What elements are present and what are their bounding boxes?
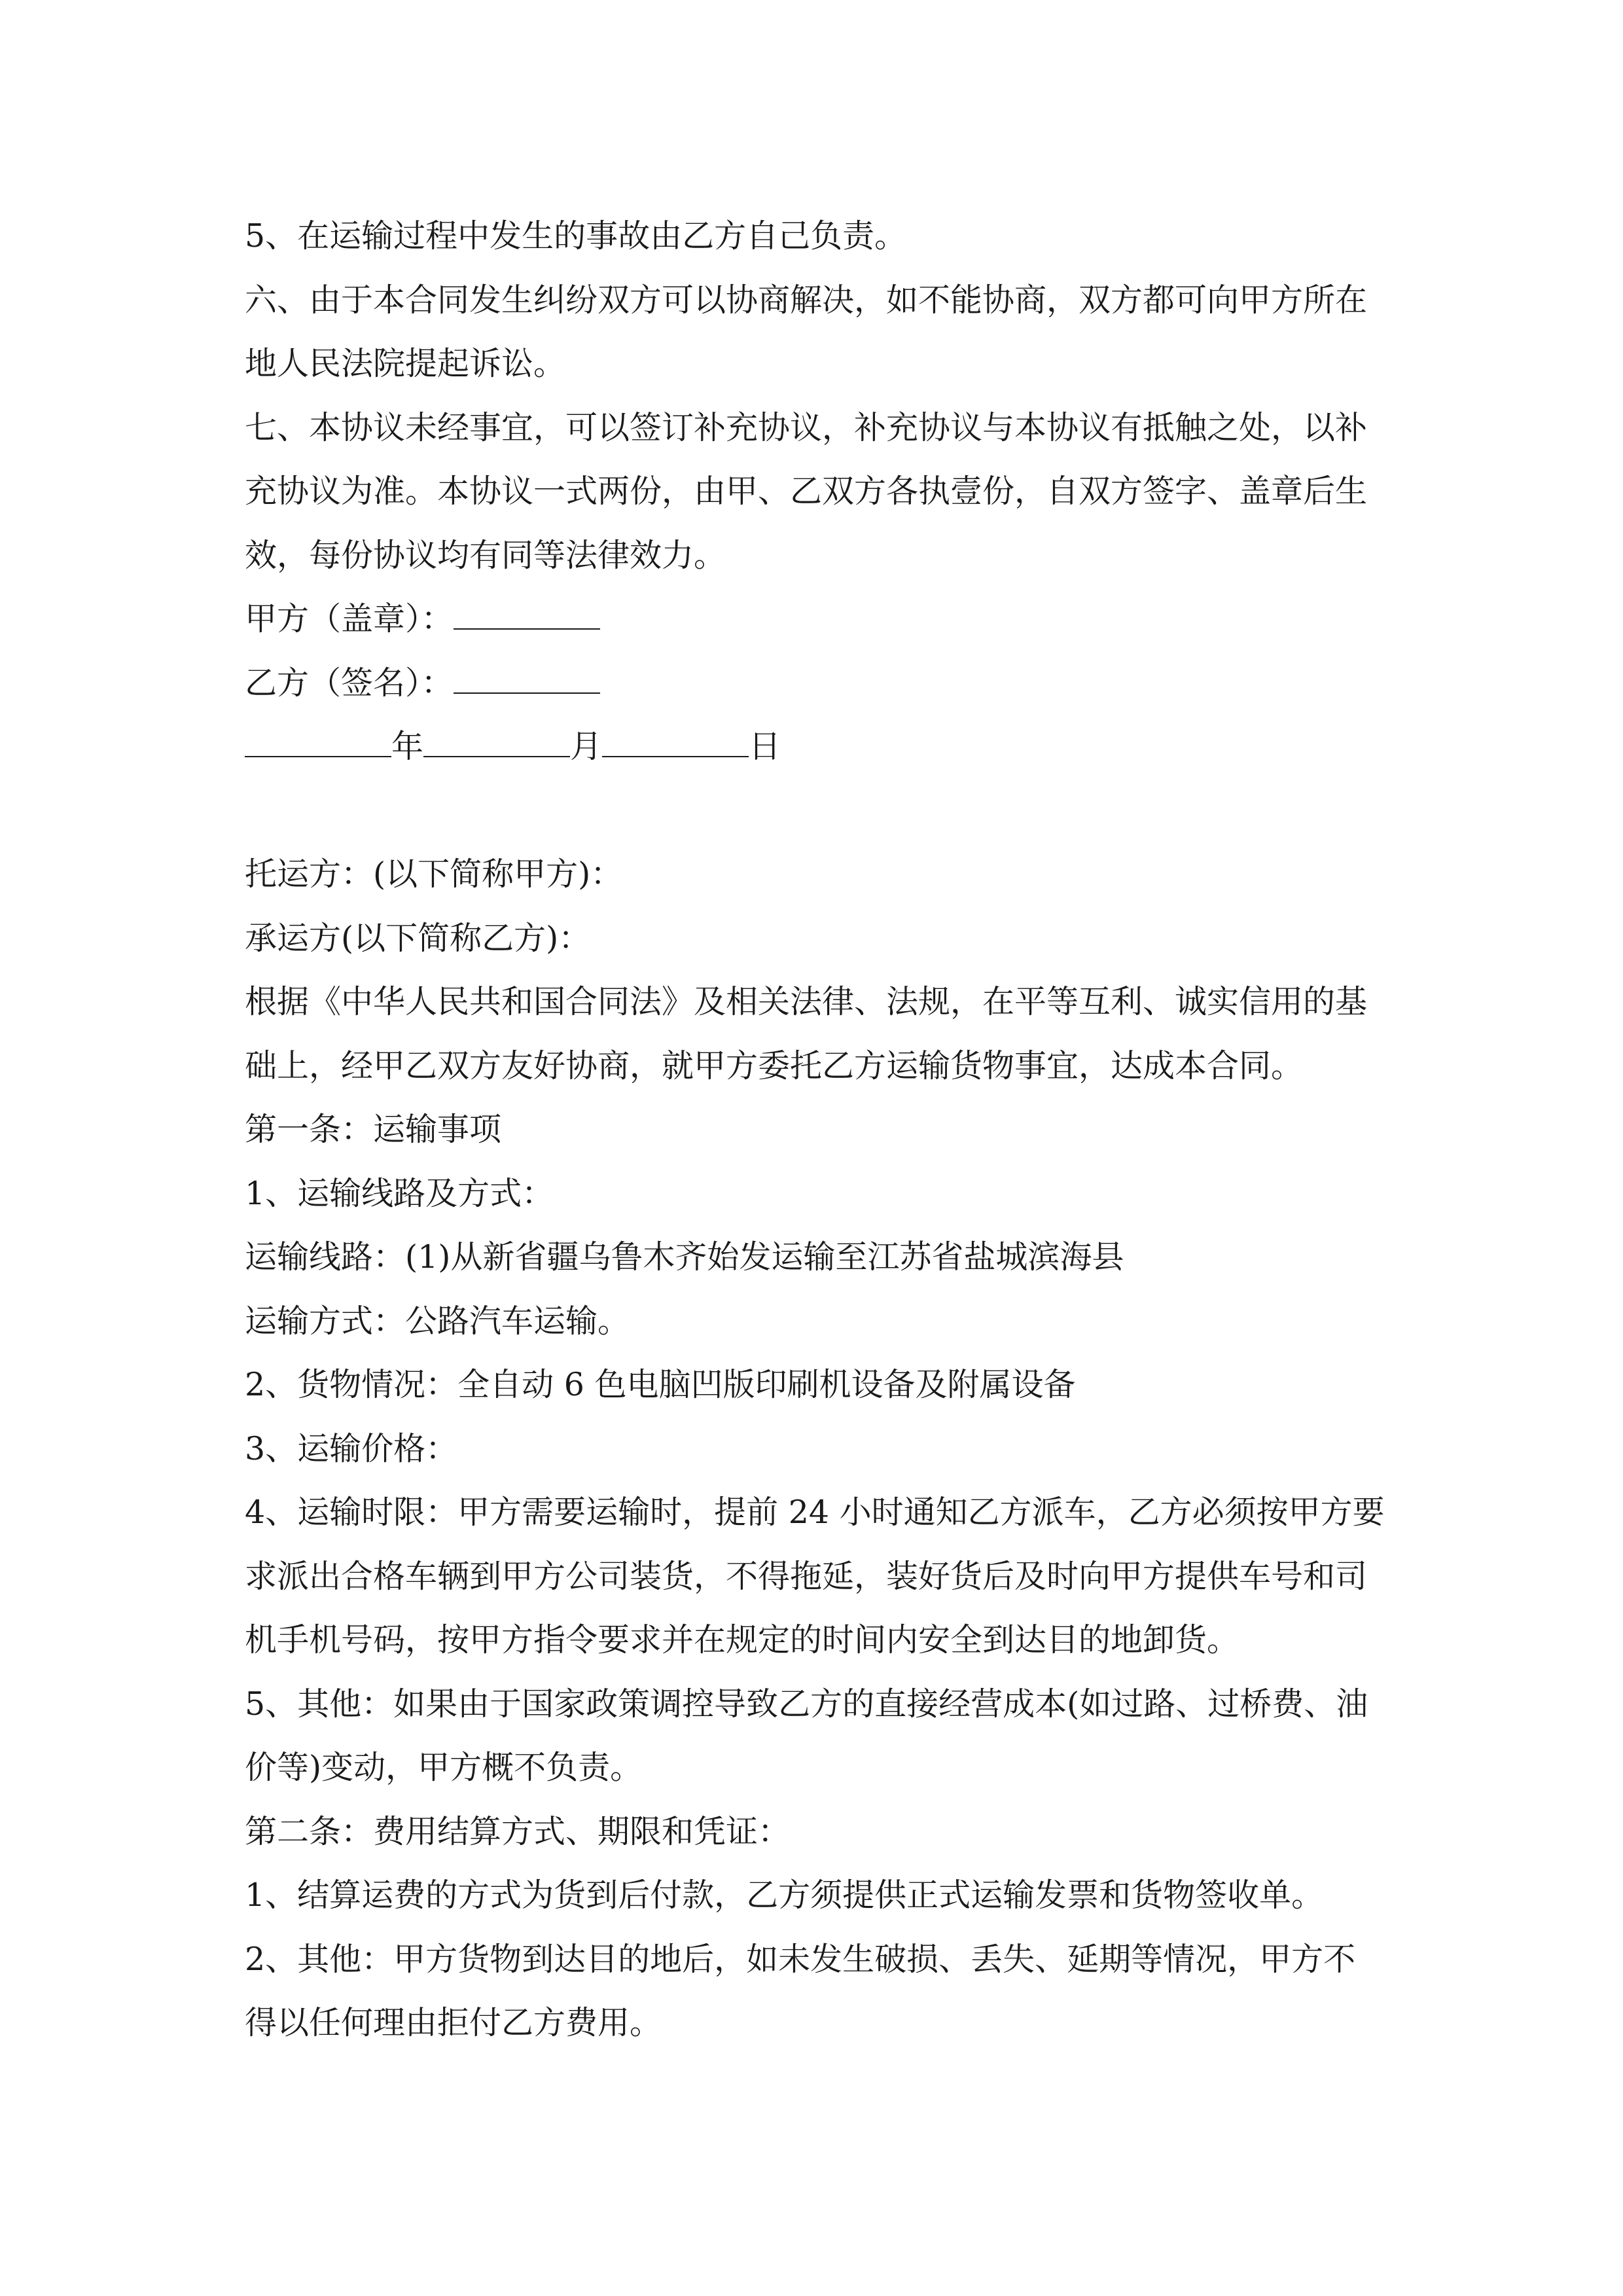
article-1-item-4-line-3: 机手机号码，按甲方指令要求并在规定的时间内安全到达目的地卸货。 [245, 1621, 1240, 1659]
party-a-blank [454, 589, 600, 630]
party-b-signature [245, 651, 1381, 715]
party-b-blank [454, 653, 600, 694]
article-1-item-5-line-1: 5、其他：如果由于国家政策调控导致乙方的直接经营成本(如过路、过桥费、油 [245, 1685, 1368, 1723]
document-body [245, 204, 1385, 2055]
article-2-item-2-line-1: 2、其他：甲方货物到达目的地后，如未发生破损、丢失、延期等情况，甲方不 [245, 1940, 1356, 1978]
carrier-line: 承运方(以下简称乙方)： [245, 919, 591, 957]
article-1-item-2: 2、货物情况：全自动 6 色电脑凹版印刷机设备及附属设备 [245, 1366, 1076, 1403]
article-1-title: 第一条：运输事项 [245, 1111, 502, 1148]
party-b-label: 乙方（签名）： [245, 664, 454, 702]
month-blank [423, 717, 570, 757]
day-blank [602, 717, 749, 757]
transport-method: 运输方式：公路汽车运输。 [245, 1302, 630, 1340]
article-6-line-2: 地人民法院提起诉讼。 [245, 345, 566, 382]
date-row [245, 715, 1381, 779]
article-7-line-2: 充协议为准。本协议一式两份，由甲、乙双方各执壹份，自双方签字、盖章后生 [245, 473, 1368, 510]
article-1-item-3: 3、运输价格： [245, 1429, 458, 1467]
article-7-line-1: 七、本协议未经事宜，可以签订补充协议，补充协议与本协议有抵触之处，以补 [245, 408, 1368, 446]
section-gap [245, 779, 1381, 843]
article-2-item-2-line-2: 得以任何理由拒付乙方费用。 [245, 2004, 662, 2041]
article-1-item-1: 1、运输线路及方式： [245, 1174, 554, 1212]
article-1-item-4-line-1: 4、运输时限：甲方需要运输时，提前 24 小时通知乙方派车，乙方必须按甲方要 [245, 1494, 1385, 1531]
article-7-line-3: 效，每份协议均有同等法律效力。 [245, 536, 726, 574]
party-a-signature [245, 587, 1381, 651]
article-2-title: 第二条：费用结算方式、期限和凭证： [245, 1812, 791, 1850]
intro-line-2: 础上，经甲乙双方友好协商，就甲方委托乙方运输货物事宜，达成本合同。 [245, 1047, 1304, 1085]
intro-line-1: 根据《中华人民共和国合同法》及相关法律、法规，在平等互利、诚实信用的基 [245, 983, 1368, 1020]
year-blank [245, 717, 391, 757]
article-2-item-1: 1、结算运费的方式为货到后付款，乙方须提供正式运输发票和货物签收单。 [245, 1876, 1324, 1914]
article-6-line-1: 六、由于本合同发生纠纷双方可以协商解决，如不能协商，双方都可向甲方所在 [245, 281, 1368, 319]
year-label: 年 [391, 728, 424, 765]
shipper-line: 托运方：(以下简称甲方)： [245, 855, 623, 893]
article-1-item-5-line-2: 价等)变动，甲方概不负责。 [245, 1749, 643, 1786]
clause-5-accident: 5、在运输过程中发生的事故由乙方自己负责。 [245, 217, 907, 255]
party-a-label: 甲方（盖章）： [245, 600, 454, 637]
article-1-item-4-line-2: 求派出合格车辆到甲方公司装货，不得拖延，装好货后及时向甲方提供车号和司 [245, 1557, 1368, 1595]
month-label: 月 [570, 728, 603, 765]
transport-route: 运输线路：(1)从新省疆乌鲁木齐始发运输至江苏省盐城滨海县 [245, 1238, 1124, 1276]
day-label: 日 [749, 728, 781, 765]
